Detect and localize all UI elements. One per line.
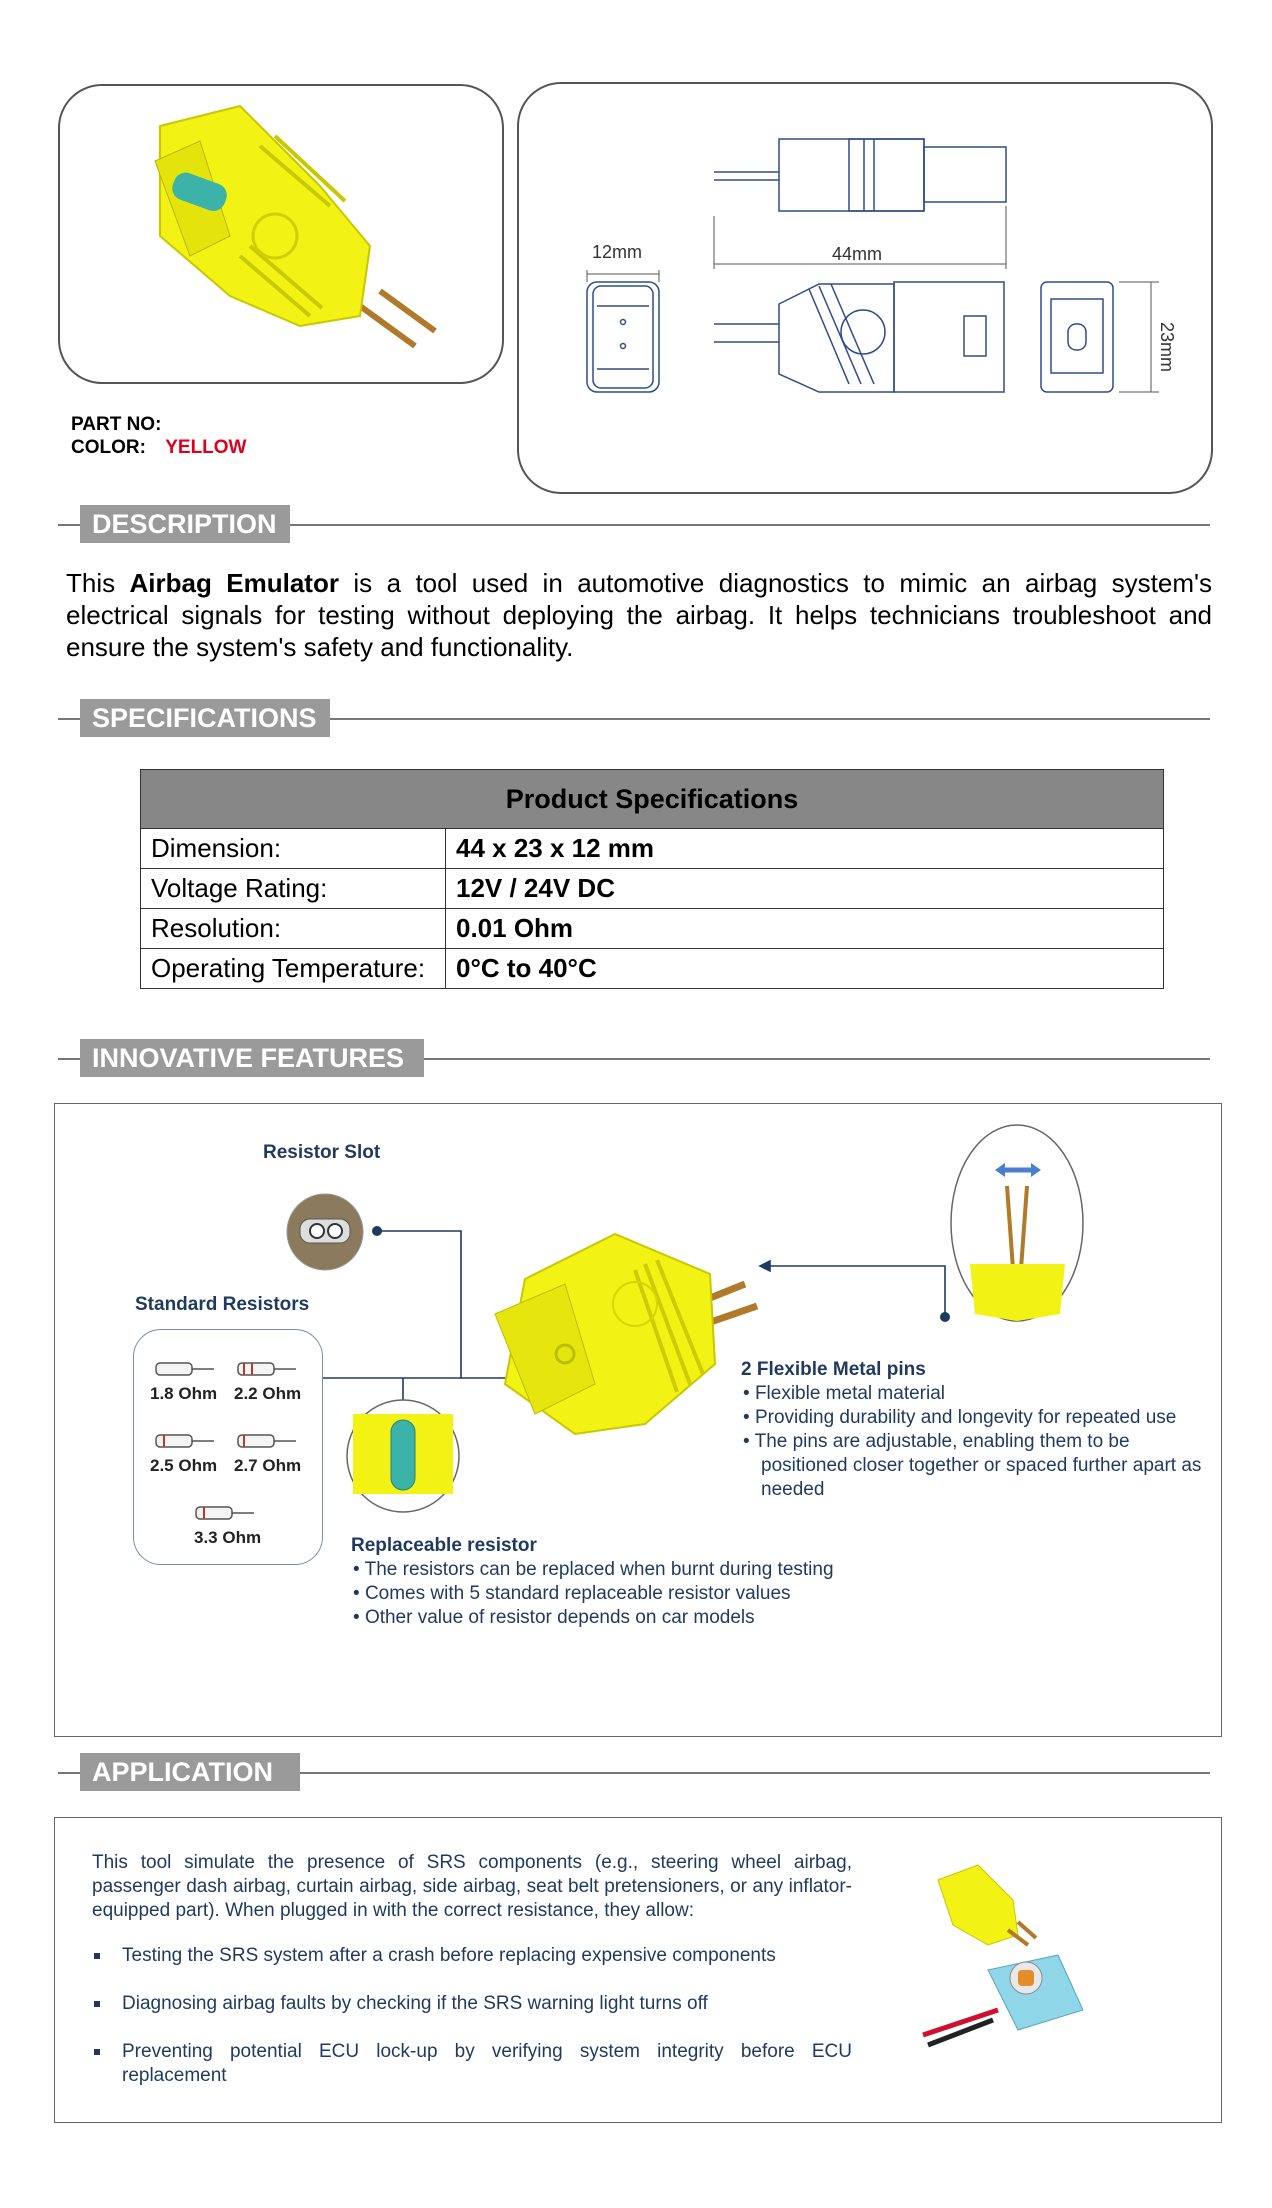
features-panel [54, 1103, 1222, 1737]
dim-height-label: 23mm [1157, 322, 1177, 373]
application-list [92, 1944, 852, 2112]
replace-title: Replaceable resistor [351, 1535, 537, 1556]
dim-length-label: 44mm [832, 244, 883, 264]
list-item: Preventing potential ECU lock-up by verifying system integrity before ECU replacement [92, 2040, 852, 2088]
section-features-header: INNOVATIVE FEATURES [80, 1039, 424, 1077]
list-item: • Comes with 5 standard replaceable resistor values [353, 1583, 791, 1604]
list-item: • Flexible metal material [743, 1383, 946, 1404]
part-number-label: PART NO: [71, 414, 162, 435]
application-image [918, 1860, 1098, 2060]
spec-table [140, 769, 1164, 989]
product-photo-frame [58, 84, 504, 384]
resistor-value: 2.5 Ohm [150, 1456, 218, 1475]
resistor-value: 2.2 Ohm [234, 1384, 302, 1403]
resistor-slot-label: Resistor Slot [263, 1142, 381, 1163]
replaceable-feature [351, 1534, 911, 1630]
list-item: • The resistors can be replaced when burnt during testing [353, 1559, 834, 1580]
color-label: COLOR: [71, 437, 146, 458]
table-row: Voltage Rating: 12V / 24V DC [141, 869, 1164, 909]
section-application-header: APPLICATION [80, 1753, 300, 1791]
color-value: YELLOW [165, 437, 247, 458]
section-specifications-header: SPECIFICATIONS [80, 699, 330, 737]
resistor-value: 3.3 Ohm [194, 1528, 262, 1547]
standard-resistors-label: Standard Resistors [135, 1294, 310, 1315]
table-row: Resolution: 0.01 Ohm [141, 909, 1164, 949]
standard-resistors-box [133, 1329, 323, 1565]
section-description-header: DESCRIPTION [80, 505, 290, 543]
pins-title: 2 Flexible Metal pins [741, 1359, 926, 1380]
application-intro: This tool simulate the presence of SRS components (e.g., steering wheel airbag, passenger dash airbag, curtain airbag, side airbag, seat belt pretensioners, or any inflator-equipped part). When plugged in with the correct resistance, they allow: [92, 1852, 852, 1921]
list-item: • The pins are adjustable, enabling them to be positioned closer together or spaced further apart as needed [743, 1431, 1202, 1500]
resistor-value: 2.7 Ohm [234, 1456, 302, 1475]
resistor-value: 1.8 Ohm [150, 1384, 218, 1403]
dim-width-label: 12mm [592, 242, 643, 262]
spec-table-title: Product Specifications [141, 770, 1164, 829]
technical-drawing-frame [517, 82, 1213, 494]
list-item: • Providing durability and longevity for repeated use [743, 1407, 1177, 1428]
technical-drawing [519, 84, 1211, 492]
description-text: This Airbag Emulator is a tool used in automotive diagnostics to mimic an airbag system's electrical signals for testing without deploying the airbag. It helps technicians troubleshoot and ensure the system's safety and functionality. [66, 568, 1212, 662]
table-row: Dimension: 44 x 23 x 12 mm [141, 829, 1164, 869]
list-item: Diagnosing airbag faults by checking if the SRS warning light turns off [92, 1992, 852, 2016]
list-item: • Other value of resistor depends on car models [353, 1607, 755, 1628]
list-item: Testing the SRS system after a crash before replacing expensive components [92, 1944, 852, 1968]
product-name: Airbag Emulator [129, 568, 339, 598]
table-row: Operating Temperature: 0°C to 40°C [141, 949, 1164, 989]
product-photo [60, 86, 502, 382]
pins-feature [741, 1358, 1211, 1502]
